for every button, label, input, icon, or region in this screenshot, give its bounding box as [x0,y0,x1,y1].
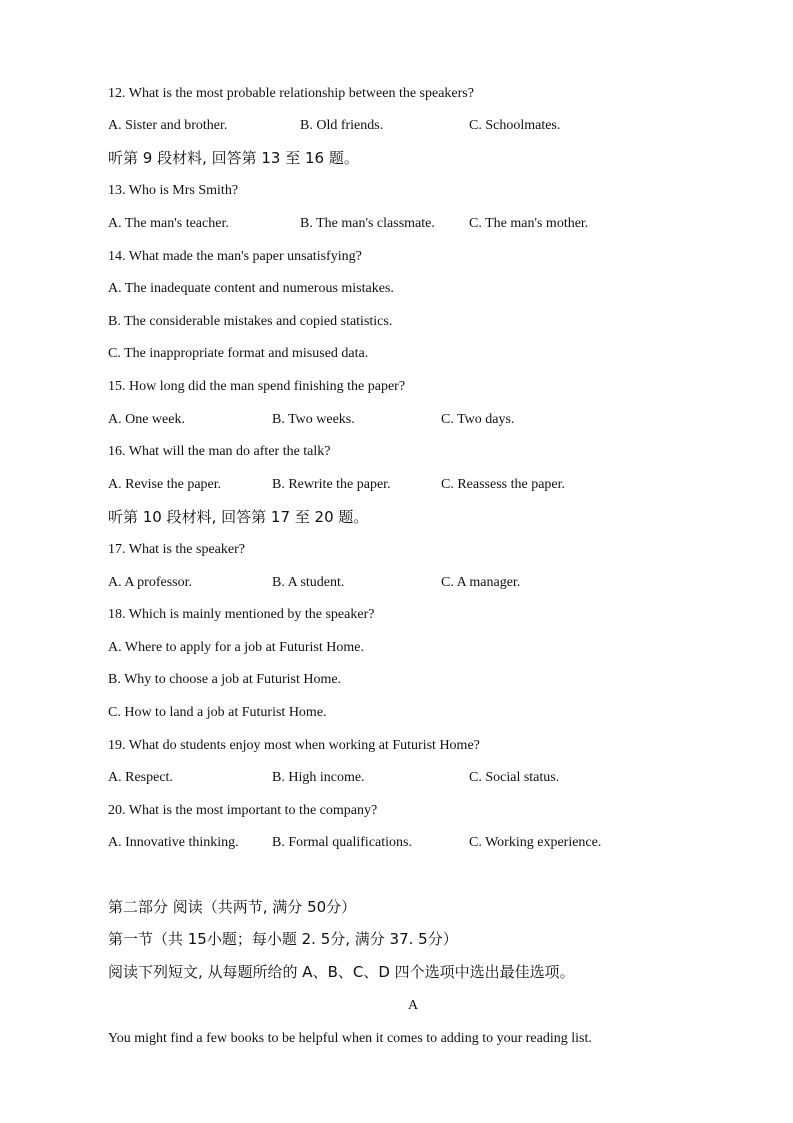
q20-question: 20. What is the most important to the company? [108,803,378,818]
q13-question: 13. Who is Mrs Smith? [108,183,239,198]
passage-label: A [407,998,419,1013]
q12-question: 12. What is the most probable relationship between the speakers? [108,86,474,101]
q19-option-b: B. High income. [272,770,365,785]
section-9-instruction: 听第 9 段材料, 回答第 13 至 16 题。 [108,149,359,167]
q14-question: 14. What made the man's paper unsatisfying? [108,249,362,264]
q14-option-b: B. The considerable mistakes and copied statistics. [108,314,393,329]
q16-option-b: B. Rewrite the paper. [272,477,391,492]
q15-question: 15. How long did the man spend finishing the paper? [108,379,406,394]
part-two-title: 第二部分 阅读（共两节, 满分 50分） [108,898,357,916]
q15-option-b: B. Two weeks. [272,412,355,427]
q13-option-b: B. The man's classmate. [300,216,435,231]
q16-option-c: C. Reassess the paper. [441,477,566,492]
section-10-instruction: 听第 10 段材料, 回答第 17 至 20 题。 [108,508,369,526]
q20-option-c: C. Working experience. [469,835,602,850]
reading-instruction: 阅读下列短文, 从每题所给的 A、B、C、D 四个选项中选出最佳选项。 [108,963,575,981]
q18-option-b: B. Why to choose a job at Futurist Home. [108,672,342,687]
q13-option-c: C. The man's mother. [469,216,589,231]
q16-question: 16. What will the man do after the talk? [108,444,331,459]
q18-question: 18. Which is mainly mentioned by the speaker? [108,607,375,622]
q17-option-a: A. A professor. [108,575,192,590]
q12-option-a: A. Sister and brother. [108,118,228,133]
q15-option-a: A. One week. [108,412,185,427]
q19-option-c: C. Social status. [469,770,560,785]
q17-option-c: C. A manager. [441,575,521,590]
q19-option-a: A. Respect. [108,770,173,785]
q19-question: 19. What do students enjoy most when working at Futurist Home? [108,738,480,753]
q14-option-a: A. The inadequate content and numerous mistakes. [108,281,394,296]
passage-first-line: You might find a few books to be helpful when it comes to adding to your reading list. [108,1031,592,1046]
q18-option-a: A. Where to apply for a job at Futurist Home. [108,640,364,655]
q14-option-c: C. The inappropriate format and misused data. [108,346,369,361]
q18-option-c: C. How to land a job at Futurist Home. [108,705,327,720]
q17-question: 17. What is the speaker? [108,542,245,557]
q16-option-a: A. Revise the paper. [108,477,222,492]
q20-option-a: A. Innovative thinking. [108,835,239,850]
q17-option-b: B. A student. [272,575,345,590]
q20-option-b: B. Formal qualifications. [272,835,412,850]
q12-option-c: C. Schoolmates. [469,118,561,133]
section-one-title: 第一节（共 15小题；每小题 2. 5分, 满分 37. 5分） [108,930,458,948]
q15-option-c: C. Two days. [441,412,515,427]
q12-option-b: B. Old friends. [300,118,384,133]
q13-option-a: A. The man's teacher. [108,216,229,231]
